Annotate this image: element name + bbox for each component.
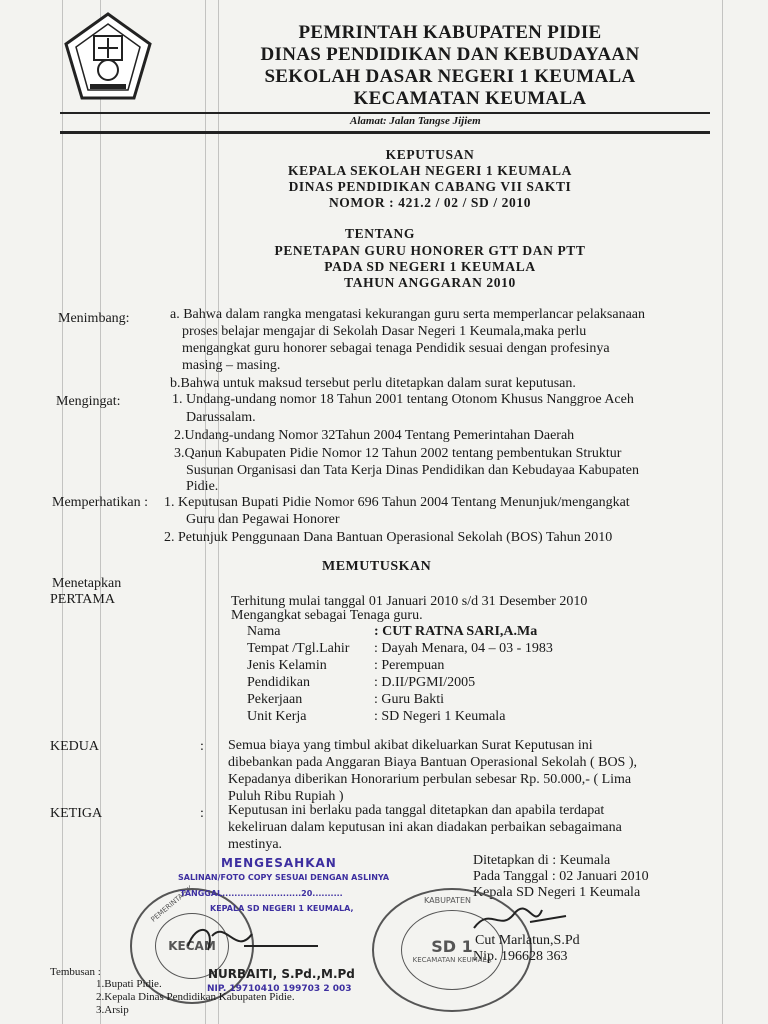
menimbang-a-line-1: a. Bahwa dalam rangka mengatasi kekurangan guru serta memperlancar pelaksanaan	[170, 307, 646, 322]
menetapkan-label: Menetapkan	[52, 576, 122, 591]
detail-key: Unit Kerja	[247, 709, 307, 724]
decree-subject-3: TAHUN ANGGARAN 2010	[344, 275, 516, 290]
stamp-left-text-2: PEMERINTAH K	[149, 884, 195, 924]
pertama-line-2: Mengangkat sebagai Tenaga guru.	[231, 608, 423, 623]
pertama-label: PERTAMA	[50, 592, 115, 607]
sign-nip: Nip. 196628 363	[473, 949, 568, 964]
detail-value: : CUT RATNA SARI,A.Ma	[374, 624, 538, 639]
mengingat-item-1b: Darussalam.	[186, 410, 256, 425]
legalize-nip: NIP. 19710410 199703 2 003	[207, 984, 352, 994]
kedua-line-1: Semua biaya yang timbul akibat dikeluarkan Surat Keputusan ini	[228, 738, 593, 753]
menimbang-a-line-2: proses belajar mengajar di Sekolah Dasar Negeri 1 Keumala,maka perlu	[182, 324, 587, 339]
decree-number: NOMOR : 421.2 / 02 / SD / 2010	[328, 195, 532, 210]
detail-value: : Perempuan	[374, 658, 445, 673]
kedua-line-3: Kepadanya diberikan Honorarium perbulan sebesar Rp. 50.000,- ( Lima	[228, 772, 632, 787]
ketiga-line-1: Keputusan ini berlaku pada tanggal ditetapkan dan apabila terdapat	[228, 803, 605, 818]
tembusan-item-2: 2.Kepala Dinas Pendidikan Kabupaten Pidie.	[96, 991, 295, 1003]
detail-key: Pekerjaan	[247, 692, 303, 707]
scan-line	[100, 0, 101, 1024]
decree-title: KEPUTUSAN	[385, 147, 475, 162]
header-line-4: KECAMATAN KEUMALA	[353, 88, 587, 109]
legalize-line-2: TANGGAL..........................20..........	[180, 889, 343, 898]
mengingat-item-1a: 1. Undang-undang nomor 18 Tahun 2001 tentang Otonom Khusus Nanggroe Aceh	[172, 392, 634, 407]
menimbang-label: Menimbang:	[58, 311, 130, 326]
decree-line-2: DINAS PENDIDIKAN CABANG VII SAKTI	[288, 179, 572, 194]
memperhatikan-item-1a: 1. Keputusan Bupati Pidie Nomor 696 Tahun 2004 Tentang Menunjuk/mengangkat	[164, 495, 630, 510]
mengingat-item-2: 2.Undang-undang Nomor 32Tahun 2004 Tentang Pemerintahan Daerah	[174, 428, 575, 443]
kedua-line-2: dibebankan pada Anggaran Biaya Bantuan Operasional Sekolah ( BOS ),	[228, 755, 638, 770]
pertama-line-1: Terhitung mulai tanggal 01 Januari 2010 s/d 31 Desember 2010	[231, 594, 588, 609]
memperhatikan-item-1b: Guru dan Pegawai Honorer	[186, 512, 340, 527]
detail-value: : Dayah Menara, 04 – 03 - 1983	[374, 641, 553, 656]
memperhatikan-item-2: 2. Petunjuk Penggunaan Dana Bantuan Operasional Sekolah (BOS) Tahun 2010	[164, 530, 613, 545]
decree-subject-1: PENETAPAN GURU HONORER GTT DAN PTT	[274, 243, 586, 258]
regency-logo-icon	[60, 10, 156, 106]
tembusan-item-3: 3.Arsip	[96, 1004, 129, 1016]
mengingat-label: Mengingat:	[56, 394, 121, 409]
menimbang-a-line-4: masing – masing.	[182, 358, 281, 373]
mengingat-item-3b: Susunan Organisasi dan Tata Kerja Dinas Pendidikan dan Kebudayaa Kabupaten	[186, 463, 639, 478]
scan-line	[722, 0, 723, 1024]
header-line-2: DINAS PENDIDIKAN DAN KEBUDAYAAN	[260, 44, 640, 65]
scan-line	[62, 0, 63, 1024]
decree-about: TENTANG	[345, 226, 415, 241]
ketiga-line-3: mestinya.	[228, 837, 283, 852]
legalize-line-1: SALINAN/FOTO COPY SESUAI DENGAN ASLINYA	[178, 873, 390, 882]
menimbang-a-line-3: mengangkat guru honorer sebagai tenaga Pendidik sesuai dengan profesinya	[182, 341, 610, 356]
header-line-1: PEMRINTAH KABUPATEN PIDIE	[298, 22, 602, 43]
ketiga-colon: :	[200, 806, 204, 821]
header-rule	[60, 112, 710, 114]
stamp-left-text-1: KECAM	[168, 939, 216, 953]
memutuskan-heading: MEMUTUSKAN	[322, 559, 432, 574]
kedua-line-4: Puluh Ribu Rupiah )	[228, 789, 344, 804]
stamp-right-text-2: KECAMATAN KEUMALA	[412, 955, 492, 964]
decree-subject-2: PADA SD NEGERI 1 KEUMALA	[324, 259, 536, 274]
legalize-title: MENGESAHKAN	[221, 856, 337, 870]
decree-line-1: KEPALA SEKOLAH NEGERI 1 KEUMALA	[288, 163, 572, 178]
detail-key: Tempat /Tgl.Lahir	[247, 641, 350, 656]
detail-value: : D.II/PGMI/2005	[374, 675, 476, 690]
address: Alamat: Jalan Tangse Jijiem	[350, 115, 481, 127]
sign-place: Ditetapkan di : Keumala	[473, 853, 611, 868]
sign-name: Cut Marlatun,S.Pd	[475, 933, 580, 948]
detail-key: Pendidikan	[247, 675, 310, 690]
menimbang-b-line-1: b.Bahwa untuk maksud tersebut perlu ditetapkan dalam surat keputusan.	[170, 376, 576, 391]
header-double-rule	[60, 131, 710, 134]
mengingat-item-3a: 3.Qanun Kabupaten Pidie Nomor 12 Tahun 2002 tentang pembentukan Struktur	[174, 446, 622, 461]
ketiga-line-2: kekeliruan dalam keputusan ini akan diadakan perbaikan sebagaimana	[228, 820, 622, 835]
mengingat-item-3c: Pidie.	[186, 479, 219, 494]
stamp-right-text-3: KABUPATEN	[424, 896, 472, 905]
sign-role: Kepala SD Negeri 1 Keumala	[473, 885, 641, 900]
kedua-label: KEDUA	[50, 739, 99, 754]
detail-key: Nama	[247, 624, 281, 639]
legalize-line-3: KEPALA SD NEGERI 1 KEUMALA,	[210, 904, 354, 913]
memperhatikan-label: Memperhatikan :	[52, 495, 149, 510]
ketiga-label: KETIGA	[50, 806, 103, 821]
kedua-colon: :	[200, 739, 204, 754]
legalize-name: NURBAITI, S.Pd.,M.Pd	[208, 967, 355, 981]
detail-value: : SD Negeri 1 Keumala	[374, 709, 506, 724]
stamp-right-text-1: SD 1	[431, 936, 473, 956]
sign-date: Pada Tanggal : 02 Januari 2010	[473, 869, 649, 884]
detail-value: : Guru Bakti	[374, 692, 444, 707]
tembusan-item-1: 1.Bupati Pidie.	[96, 978, 162, 990]
detail-key: Jenis Kelamin	[247, 658, 327, 673]
tembusan-label: Tembusan :	[50, 966, 101, 978]
header-line-3: SEKOLAH DASAR NEGERI 1 KEUMALA	[264, 66, 636, 87]
legalize-signature-icon	[182, 916, 322, 964]
